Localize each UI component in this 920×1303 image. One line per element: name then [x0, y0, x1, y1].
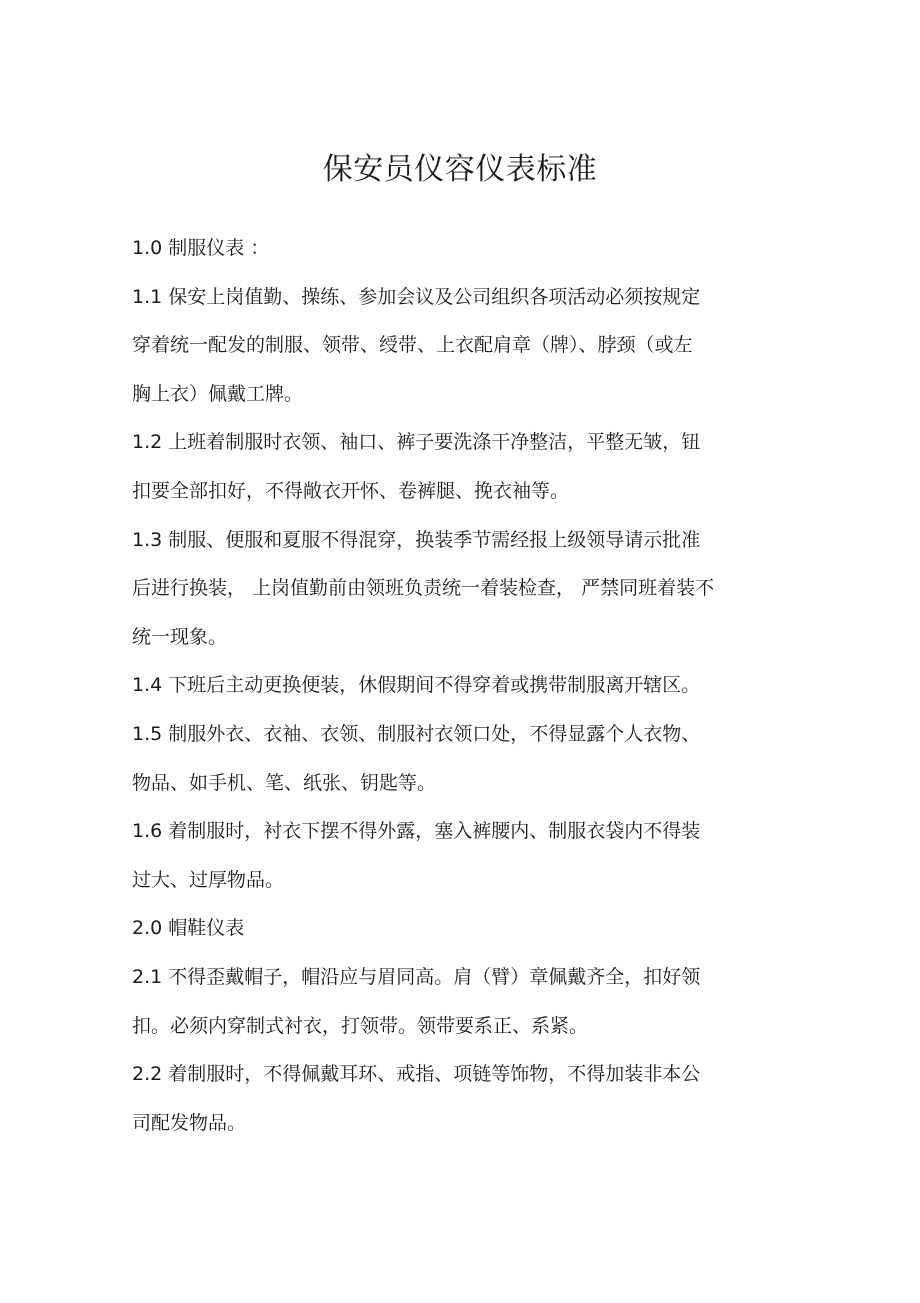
text-line: 1.3 制服、便服和夏服不得混穿，换装季节需经报上级领导请示批准	[132, 528, 701, 551]
text-line: 1.4 下班后主动更换便装，休假期间不得穿着或携带制服离开辖区。	[132, 674, 701, 697]
text-line: 1.2 上班着制服时衣领、袖口、裤子要洗涤干净整洁，平整无皱，钮	[132, 431, 701, 454]
text-line: 穿着统一配发的制服、领带、绶带、上衣配肩章（牌）、脖颈（或左	[132, 334, 693, 357]
section-heading-1-0: 1.0 制服仪表 ：	[132, 237, 270, 259]
text-line: 物品、如手机、笔、纸张、钥匙等。	[132, 771, 437, 794]
text-line: 扣要全部扣好，不得敞衣开怀、卷裤腿、挽衣袖等。	[132, 479, 570, 502]
text-line: 胸上衣）佩戴工牌。	[132, 382, 304, 405]
text-line: 扣。必须内穿制式衬衣，打领带。领带要系正、系紧。	[132, 1014, 589, 1037]
text-line: 1.6 着制服时，衬衣下摆不得外露，塞入裤腰内、制服衣袋内不得装	[132, 820, 701, 843]
section-heading-2-0: 2.0 帽鞋仪表	[132, 917, 245, 940]
text-line: 后进行换装， 上岗值勤前由领班负责统一着装检查， 严禁同班着装不	[132, 577, 715, 600]
text-line: 1.1 保安上岗值勤、操练、参加会议及公司组织各项活动必须按规定	[132, 285, 701, 308]
text-line: 过大、过厚物品。	[132, 868, 285, 891]
text-line: 2.2 着制服时，不得佩戴耳环、戒指、项链等饰物，不得加装非本公	[132, 1063, 701, 1086]
text-line: 统一现象。	[132, 625, 228, 648]
text-line: 2.1 不得歪戴帽子，帽沿应与眉同高。肩（臂）章佩戴齐全，扣好领	[132, 965, 701, 988]
document-title: 保安员仪容仪表标准	[322, 152, 598, 187]
document-body	[132, 236, 732, 1135]
text-line: 司配发物品。	[132, 1111, 247, 1134]
text-line: 1.5 制服外衣、衣袖、衣领、制服衬衣领口处，不得显露个人衣物、	[132, 722, 701, 745]
